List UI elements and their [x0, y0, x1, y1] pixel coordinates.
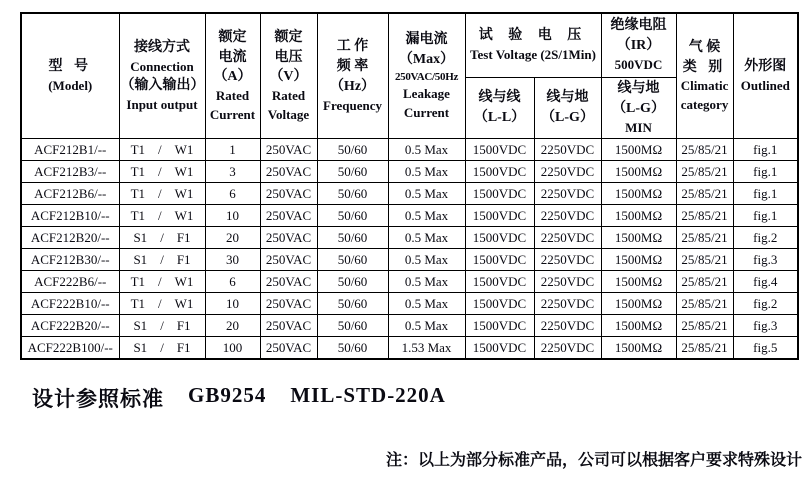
connection-cell — [119, 293, 205, 315]
connection-output: F1 — [176, 251, 191, 267]
test-voltage-lg-cell: 2250VDC — [534, 293, 601, 315]
connection-separator: / — [160, 317, 164, 333]
header-line: 线与地 — [617, 80, 660, 96]
header-line: 500VDC — [614, 57, 663, 73]
header-line: 外形图 — [744, 58, 787, 74]
outline-fig-cell: fig.2 — [733, 293, 798, 315]
connection-output: W1 — [174, 141, 194, 157]
outline-fig-cell: fig.5 — [733, 337, 798, 360]
header-line: 漏电流 — [405, 31, 448, 47]
leakage-cell: 0.5 Max — [388, 315, 465, 337]
header-line: 250VAC/50Hz — [394, 70, 459, 83]
rated-current-cell: 100 — [205, 337, 260, 360]
connection-cell — [119, 205, 205, 227]
leakage-cell: 0.5 Max — [388, 205, 465, 227]
model-cell: ACF212B20/-- — [21, 227, 119, 249]
outline-fig-cell: fig.1 — [733, 161, 798, 183]
frequency-cell: 50/60 — [317, 205, 388, 227]
table-row — [21, 293, 798, 315]
header-line: （L-G） — [612, 100, 665, 116]
connection-cell — [119, 271, 205, 293]
header-line: Connection — [130, 58, 194, 74]
frequency-cell: 50/60 — [317, 271, 388, 293]
header-line: 线与地 — [546, 90, 589, 106]
climatic-category-cell: 25/85/21 — [676, 271, 733, 293]
climatic-category-cell: 25/85/21 — [676, 183, 733, 205]
outline-fig-cell: fig.1 — [733, 205, 798, 227]
outline-fig-cell: fig.3 — [733, 249, 798, 271]
connection-wrap — [121, 340, 204, 356]
design-standard-line — [32, 383, 446, 413]
leakage-cell: 0.5 Max — [388, 249, 465, 271]
header-line: （Max） — [398, 51, 455, 67]
header-line: （输入输出） — [120, 78, 205, 93]
header-line: 型 号 — [48, 58, 92, 74]
connection-cell — [119, 227, 205, 249]
model-cell: ACF212B6/-- — [21, 183, 119, 205]
col-header-connection — [119, 13, 205, 139]
test-voltage-ll-cell: 1500VDC — [465, 271, 534, 293]
outline-fig-cell: fig.3 — [733, 315, 798, 337]
connection-input: T1 — [130, 207, 146, 223]
test-voltage-lg-cell: 2250VDC — [534, 227, 601, 249]
model-cell: ACF212B10/-- — [21, 205, 119, 227]
insulation-resistance-cell: 1500MΩ — [601, 227, 676, 249]
col-header-ir-lg-min — [601, 78, 676, 139]
insulation-resistance-cell: 1500MΩ — [601, 271, 676, 293]
header-line: Outlined — [740, 77, 790, 93]
rated-current-cell: 6 — [205, 183, 260, 205]
model-cell: ACF212B1/-- — [21, 139, 119, 161]
connection-output: F1 — [176, 339, 191, 355]
footnote: 注：以上为部分标准产品，公司可以根据客户要求特殊设计 — [386, 452, 803, 469]
col-header-rated-voltage — [260, 13, 317, 139]
table-row — [21, 271, 798, 293]
header-line: Voltage — [267, 106, 310, 122]
rated-current-cell: 10 — [205, 293, 260, 315]
model-cell: ACF222B100/-- — [21, 337, 119, 360]
connection-separator: / — [158, 273, 162, 289]
rated-current-cell: 20 — [205, 227, 260, 249]
climatic-category-cell: 25/85/21 — [676, 227, 733, 249]
header-line: 工 作 — [336, 38, 369, 54]
model-cell: ACF212B3/-- — [21, 161, 119, 183]
test-voltage-ll-cell: 1500VDC — [465, 227, 534, 249]
rated-voltage-cell: 250VAC — [260, 183, 317, 205]
connection-cell — [119, 139, 205, 161]
connection-cell — [119, 315, 205, 337]
header-line: 气 候 — [688, 39, 721, 55]
frequency-cell: 50/60 — [317, 139, 388, 161]
connection-output: W1 — [174, 163, 194, 179]
test-voltage-ll-cell: 1500VDC — [465, 139, 534, 161]
table-row — [21, 139, 798, 161]
header-line: 额定 — [218, 29, 247, 45]
rated-current-cell: 6 — [205, 271, 260, 293]
frequency-cell: 50/60 — [317, 161, 388, 183]
insulation-resistance-cell: 1500MΩ — [601, 205, 676, 227]
leakage-cell: 0.5 Max — [388, 271, 465, 293]
test-voltage-ll-cell: 1500VDC — [465, 249, 534, 271]
insulation-resistance-cell: 1500MΩ — [601, 337, 676, 360]
header-line: （V） — [269, 69, 308, 85]
outline-fig-cell: fig.1 — [733, 139, 798, 161]
connection-wrap — [121, 252, 204, 268]
design-standard-label: 设计参照标准 — [32, 387, 164, 411]
connection-output: F1 — [176, 317, 191, 333]
insulation-resistance-cell: 1500MΩ — [601, 249, 676, 271]
test-voltage-lg-cell: 2250VDC — [534, 139, 601, 161]
insulation-resistance-cell: 1500MΩ — [601, 183, 676, 205]
table-row — [21, 227, 798, 249]
connection-input: S1 — [133, 339, 148, 355]
connection-wrap — [121, 274, 204, 290]
connection-wrap — [121, 230, 204, 246]
test-voltage-lg-cell: 2250VDC — [534, 205, 601, 227]
spec-table-wrap — [20, 12, 799, 360]
header-line: 接线方式 — [134, 39, 190, 55]
design-standard-gb9254: GB9254 — [188, 383, 267, 407]
leakage-cell: 0.5 Max — [388, 227, 465, 249]
connection-separator: / — [158, 295, 162, 311]
frequency-cell: 50/60 — [317, 183, 388, 205]
header-line: 电压 — [274, 49, 303, 65]
test-voltage-ll-cell: 1500VDC — [465, 337, 534, 360]
connection-separator: / — [158, 163, 162, 179]
connection-wrap — [121, 208, 204, 224]
climatic-category-cell: 25/85/21 — [676, 293, 733, 315]
leakage-cell: 0.5 Max — [388, 161, 465, 183]
header-line: Leakage — [403, 86, 450, 102]
rated-voltage-cell: 250VAC — [260, 249, 317, 271]
header-line: Current — [403, 104, 450, 120]
connection-cell — [119, 183, 205, 205]
model-cell: ACF212B30/-- — [21, 249, 119, 271]
connection-input: T1 — [130, 163, 146, 179]
frequency-cell: 50/60 — [317, 315, 388, 337]
spec-table — [20, 12, 799, 360]
connection-output: W1 — [174, 273, 194, 289]
header-line: 绝缘电阻 — [610, 18, 667, 34]
test-voltage-lg-cell: 2250VDC — [534, 271, 601, 293]
header-line: Input output — [126, 96, 198, 112]
connection-separator: / — [160, 339, 164, 355]
col-header-insulation-resistance — [601, 13, 676, 78]
outline-fig-cell: fig.1 — [733, 183, 798, 205]
connection-input: T1 — [130, 141, 146, 157]
connection-wrap — [121, 296, 204, 312]
connection-output: W1 — [174, 207, 194, 223]
connection-input: S1 — [133, 229, 148, 245]
header-line: Frequency — [323, 97, 382, 113]
rated-voltage-cell: 250VAC — [260, 205, 317, 227]
col-header-test-lg — [534, 78, 601, 139]
header-line: Climatic — [680, 78, 729, 94]
test-voltage-ll-cell: 1500VDC — [465, 161, 534, 183]
leakage-cell: 0.5 Max — [388, 139, 465, 161]
connection-separator: / — [158, 207, 162, 223]
connection-input: S1 — [133, 251, 148, 267]
model-cell: ACF222B6/-- — [21, 271, 119, 293]
header-line: （Hz） — [329, 78, 376, 94]
connection-input: T1 — [130, 185, 146, 201]
col-header-model — [21, 13, 119, 139]
connection-input: S1 — [133, 317, 148, 333]
connection-input: T1 — [130, 295, 146, 311]
climatic-category-cell: 25/85/21 — [676, 161, 733, 183]
climatic-category-cell: 25/85/21 — [676, 139, 733, 161]
col-header-rated-current — [205, 13, 260, 139]
connection-input: T1 — [130, 273, 146, 289]
table-row — [21, 249, 798, 271]
connection-wrap — [121, 186, 204, 202]
rated-voltage-cell: 250VAC — [260, 271, 317, 293]
connection-separator: / — [158, 185, 162, 201]
connection-cell — [119, 249, 205, 271]
header-line: （L-G） — [541, 110, 594, 125]
climatic-category-cell: 25/85/21 — [676, 315, 733, 337]
test-voltage-lg-cell: 2250VDC — [534, 337, 601, 360]
insulation-resistance-cell: 1500MΩ — [601, 139, 676, 161]
rated-voltage-cell: 250VAC — [260, 161, 317, 183]
header-line: (Model) — [48, 77, 93, 93]
col-header-climatic — [676, 13, 733, 139]
test-voltage-ll-cell: 1500VDC — [465, 205, 534, 227]
col-header-leakage — [388, 13, 465, 139]
header-line: category — [680, 96, 729, 112]
frequency-cell: 50/60 — [317, 249, 388, 271]
table-row — [21, 315, 798, 337]
model-cell: ACF222B20/-- — [21, 315, 119, 337]
connection-cell — [119, 161, 205, 183]
header-line: Test Voltage (2S/1Min) — [470, 47, 596, 63]
rated-voltage-cell: 250VAC — [260, 293, 317, 315]
connection-wrap — [121, 142, 204, 158]
frequency-cell: 50/60 — [317, 227, 388, 249]
connection-separator: / — [160, 251, 164, 267]
header-line: 线与线 — [478, 90, 521, 106]
table-row — [21, 183, 798, 205]
test-voltage-ll-cell: 1500VDC — [465, 293, 534, 315]
test-voltage-lg-cell: 2250VDC — [534, 315, 601, 337]
outline-fig-cell: fig.4 — [733, 271, 798, 293]
leakage-cell: 0.5 Max — [388, 293, 465, 315]
climatic-category-cell: 25/85/21 — [676, 337, 733, 360]
header-line: （A） — [213, 69, 252, 85]
header-line: 电流 — [218, 49, 247, 65]
connection-output: W1 — [174, 185, 194, 201]
col-header-test-voltage — [465, 13, 601, 78]
connection-output: W1 — [174, 295, 194, 311]
frequency-cell: 50/60 — [317, 337, 388, 360]
climatic-category-cell: 25/85/21 — [676, 249, 733, 271]
header-line: 类 别 — [682, 59, 727, 75]
insulation-resistance-cell: 1500MΩ — [601, 315, 676, 337]
climatic-category-cell: 25/85/21 — [676, 205, 733, 227]
header-line: Rated — [215, 88, 250, 104]
test-voltage-lg-cell: 2250VDC — [534, 161, 601, 183]
table-body — [21, 139, 798, 360]
header-line: 频 率 — [336, 58, 369, 74]
frequency-cell: 50/60 — [317, 293, 388, 315]
connection-separator: / — [158, 141, 162, 157]
insulation-resistance-cell: 1500MΩ — [601, 161, 676, 183]
table-row — [21, 205, 798, 227]
test-voltage-ll-cell: 1500VDC — [465, 183, 534, 205]
connection-wrap — [121, 318, 204, 334]
header-line: 试 验 电 压 — [478, 28, 588, 44]
header-line: 额定 — [274, 29, 303, 45]
rated-current-cell: 3 — [205, 161, 260, 183]
col-header-test-ll — [465, 78, 534, 139]
outline-fig-cell: fig.2 — [733, 227, 798, 249]
header-line: MIN — [625, 119, 652, 135]
col-header-frequency — [317, 13, 388, 139]
test-voltage-lg-cell: 2250VDC — [534, 183, 601, 205]
rated-voltage-cell: 250VAC — [260, 227, 317, 249]
rated-voltage-cell: 250VAC — [260, 315, 317, 337]
col-header-outline — [733, 13, 798, 139]
header-line: Rated — [271, 88, 306, 104]
model-cell: ACF222B10/-- — [21, 293, 119, 315]
connection-cell — [119, 337, 205, 360]
rated-current-cell: 10 — [205, 205, 260, 227]
header-line: （L-L） — [473, 110, 526, 125]
header-line: （IR） — [616, 38, 661, 54]
leakage-cell: 1.53 Max — [388, 337, 465, 360]
table-header — [21, 13, 798, 139]
rated-current-cell: 1 — [205, 139, 260, 161]
test-voltage-ll-cell: 1500VDC — [465, 315, 534, 337]
rated-current-cell: 30 — [205, 249, 260, 271]
table-row — [21, 337, 798, 360]
rated-current-cell: 20 — [205, 315, 260, 337]
table-row — [21, 161, 798, 183]
test-voltage-lg-cell: 2250VDC — [534, 249, 601, 271]
rated-voltage-cell: 250VAC — [260, 139, 317, 161]
header-line: Current — [209, 106, 256, 122]
connection-separator: / — [160, 229, 164, 245]
rated-voltage-cell: 250VAC — [260, 337, 317, 360]
connection-wrap — [121, 164, 204, 180]
connection-output: F1 — [176, 229, 191, 245]
design-standard-mil-std: MIL-STD-220A — [290, 383, 446, 407]
insulation-resistance-cell: 1500MΩ — [601, 293, 676, 315]
leakage-cell: 0.5 Max — [388, 183, 465, 205]
